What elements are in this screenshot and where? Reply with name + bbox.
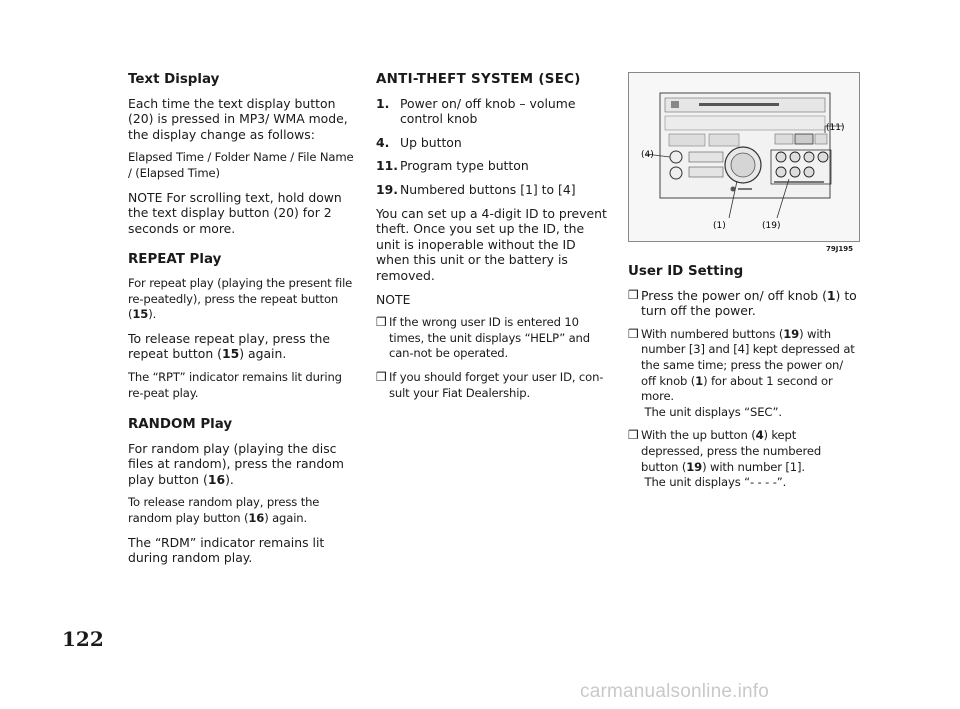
page-number: 122 xyxy=(62,627,104,651)
random-p1: For random play (playing the disc files at random), press the random play button (16). xyxy=(128,440,344,487)
random-heading: RANDOM Play xyxy=(128,417,233,433)
checkbox-bullet-icon: ❒ xyxy=(376,369,387,384)
checkbox-bullet-icon: ❒ xyxy=(628,428,639,443)
note-label: NOTE xyxy=(376,291,411,307)
bullet-item: ❒ With numbered buttons (19) with number [3] and [4] kept depressed at the same time; press the power on/ off knob (1) for about 1 second or more. The unit displays “SEC”. xyxy=(628,326,855,419)
callout-11: (11) xyxy=(826,123,845,133)
numbered-item: 4. Up button xyxy=(376,134,462,150)
callout-19: (19) xyxy=(762,221,781,231)
text-display-p1: Each time the text display button (20) is pressed in MP3/ WMA mode, the display change as follows: xyxy=(128,95,348,142)
text-display-note: NOTE For scrolling text, hold down the text display button (20) for 2 seconds or more. xyxy=(128,189,342,236)
numbered-item: 19. Numbered buttons [1] to [4] xyxy=(376,181,576,197)
bullet-item: ❒ If the wrong user ID is entered 10 times, the unit displays “HELP” and can-not be operated. xyxy=(376,315,590,361)
column-left xyxy=(128,72,360,574)
bullet-item: ❒ With the up button (4) kept depressed, press the numbered button (19) with number [1]. The unit displays “- - - -”. xyxy=(628,428,822,490)
repeat-heading: REPEAT Play xyxy=(128,252,222,268)
text-display-heading: Text Display xyxy=(128,72,220,87)
numbered-item: 1. Power on/ off knob – volume control knob xyxy=(376,95,576,127)
repeat-p3: The “RPT” indicator remains lit during re-peat play. xyxy=(128,369,342,400)
column-middle xyxy=(376,72,608,409)
bullet-item: ❒ Press the power on/ off knob (1) to turn off the power. xyxy=(628,287,857,319)
checkbox-bullet-icon: ❒ xyxy=(628,287,639,302)
anti-theft-intro: You can set up a 4-digit ID to prevent theft. Once you set up the ID, the unit is inoperable without the ID when this unit or the battery is removed. xyxy=(376,205,607,283)
bullet-item: ❒ If you should forget your user ID, con-sult your Fiat Dealership. xyxy=(376,369,604,400)
watermark: carmanualsonline.info xyxy=(580,681,770,702)
anti-theft-heading: ANTI-THEFT SYSTEM (SEC) xyxy=(376,72,581,87)
text-display-sequence: Elapsed Time / Folder Name / File Name / (Elapsed Time) xyxy=(128,150,354,180)
checkbox-bullet-icon: ❒ xyxy=(376,315,387,330)
user-id-heading: User ID Setting xyxy=(628,264,744,279)
radio-unit-figure xyxy=(628,72,860,242)
repeat-p2: To release repeat play, press the repeat button (15) again. xyxy=(128,330,331,362)
figure-code: 79J195 xyxy=(826,245,853,253)
repeat-p1: For repeat play (playing the present file re-peatedly), press the repeat button (15). xyxy=(128,275,353,322)
radio-illustration xyxy=(629,73,859,241)
checkbox-bullet-icon: ❒ xyxy=(628,326,639,341)
numbered-item: 11. Program type button xyxy=(376,158,529,174)
callout-1: (1) xyxy=(713,221,726,231)
random-p3: The “RDM” indicator remains lit during random play. xyxy=(128,534,325,566)
callout-4: (4) xyxy=(641,150,654,160)
column-right xyxy=(628,264,860,499)
random-p2: To release random play, press the random play button (16) again. xyxy=(128,495,320,526)
